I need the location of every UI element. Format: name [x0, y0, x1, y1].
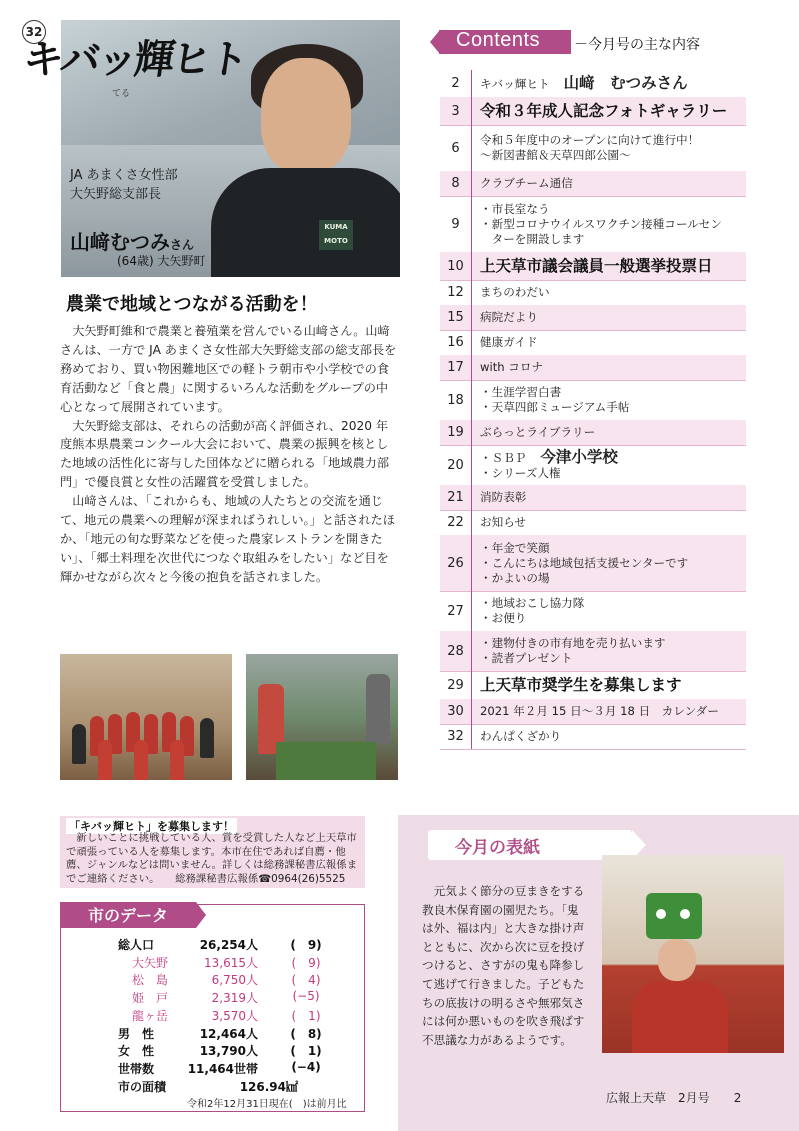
photo-person — [366, 674, 390, 744]
toc-line-text: ～新図書館＆天草四郎公園～ — [480, 148, 631, 162]
issue-month: 2月号 — [678, 1091, 710, 1105]
cover-description — [422, 882, 590, 1049]
toc-row — [440, 420, 746, 446]
data-label: 大矢野 — [132, 955, 169, 970]
cover-paragraph: 元気よく節分の豆まきをする教良木保育園の園児たち。「鬼は外、福は内」と大きな掛け声とともに、次から次に豆を投げつけると、さすがの鬼も降参して逃げて行きました。子どもたちの底抜けの明るさや無邪気さには何か悪いものを吹き飛ばす不思議な力があるようです。 — [422, 884, 585, 1047]
toc-row — [440, 724, 746, 750]
shirt-logo: KUMA MOTO — [319, 220, 353, 250]
contents-subtitle: －今月号の主な内容 — [574, 37, 700, 53]
toc-entry — [480, 70, 744, 97]
toc-line-text: ・建物付きの市有地を売り払います — [480, 636, 666, 650]
oni-mask — [646, 893, 702, 939]
toc-line — [480, 651, 744, 666]
photo-person — [134, 740, 148, 780]
photo-person — [170, 740, 184, 780]
toc-entry — [480, 196, 744, 252]
group-photo — [60, 654, 232, 780]
toc-row — [440, 445, 746, 486]
toc-entry — [480, 252, 744, 280]
recruit-line: 新しいことに挑戦している人、賞を受賞した人など上天草市 — [66, 832, 357, 844]
toc-row — [440, 196, 746, 253]
toc-entry — [480, 510, 744, 535]
toc-line — [480, 400, 744, 415]
data-change: (−5) — [292, 989, 320, 1004]
toc-line — [480, 675, 744, 694]
toc-line — [480, 385, 744, 400]
toc-line — [480, 490, 744, 505]
toc-page-number: 28 — [440, 631, 472, 671]
toc-row — [440, 510, 746, 536]
feature-organization — [70, 166, 178, 204]
data-change: (−4) — [291, 1059, 321, 1074]
toc-row — [440, 330, 746, 356]
data-value: 3,570人 — [211, 1008, 258, 1023]
toc-page-number: 19 — [440, 420, 472, 445]
toc-line-text: わんぱくざかり — [480, 729, 562, 743]
toc-line — [480, 217, 744, 232]
recruit-line: でご連絡ください。 総務課秘書広報係☎0964(26)5525 — [66, 872, 346, 885]
city-data-row — [118, 1007, 328, 1025]
toc-row — [440, 699, 746, 725]
data-change: ( 9) — [291, 955, 321, 970]
article-paragraph: 山﨑さんは、「これからも、地域の人たちとの交流を通じて、地元の農業への理解が深まればうれしい。」と話されたほか、「地元の旬な野菜などを使った農家レストランを開きたい」、「郷土料理を次世代につなぐ取組みをしたい」など目を輝かせながら次々と今後の抱負を話されました。 — [60, 494, 395, 584]
toc-row — [440, 97, 746, 126]
feature-name — [70, 226, 194, 255]
toc-line-text: お知らせ — [480, 515, 527, 529]
toc-entry — [480, 445, 744, 485]
toc-line — [480, 571, 744, 586]
honorific: さん — [170, 238, 195, 252]
toc-line — [480, 704, 744, 719]
toc-page-number: 32 — [440, 724, 472, 749]
toc-entry — [480, 380, 744, 420]
toc-line-text: ぶらっとライブラリー — [480, 425, 596, 439]
toc-line — [480, 729, 744, 744]
photo-body — [211, 168, 400, 277]
toc-row — [440, 355, 746, 381]
toc-line — [480, 636, 744, 651]
toc-page-number: 2 — [440, 70, 472, 97]
toc-entry — [480, 485, 744, 510]
data-change: ( 8) — [290, 1026, 322, 1041]
toc-row — [440, 485, 746, 511]
data-label: 男 性 — [118, 1026, 155, 1041]
toc-line — [480, 335, 744, 350]
org-line-2: 大矢野総支部長 — [70, 187, 162, 202]
city-data-note: 令和2年12月31日現在( )は前月比 — [187, 1099, 347, 1110]
toc-line — [480, 232, 744, 247]
data-label: 龍ヶ岳 — [132, 1008, 169, 1023]
feature-age-place: (64歳) 大矢野町 — [117, 254, 206, 268]
toc-line-text: ・ＳＢＰ — [480, 450, 527, 465]
toc-line-text: キバッ輝ヒト — [480, 76, 550, 91]
toc-line — [480, 310, 744, 325]
toc-highlight: 今津小学校 — [540, 447, 618, 466]
toc-line-text: ・市長室なう — [480, 201, 550, 216]
toc-line — [480, 425, 744, 440]
recruit-line: で頑張っている人を募集します。本市在住であれば自薦・他 — [66, 845, 346, 858]
cover-photo — [602, 855, 784, 1053]
toc-row — [440, 70, 746, 98]
toc-page-number: 30 — [440, 699, 472, 724]
toc-line — [480, 556, 744, 571]
data-change: ( 9) — [290, 938, 322, 952]
toc-line-text: ・お便り — [480, 611, 527, 625]
toc-line-text: ・地域おこし協力隊 — [480, 596, 585, 610]
article-paragraph: 大矢野町維和で農業と養殖業を営んでいる山﨑さん。山﨑さんは、一方で JA あまくさ女性部大矢野総支部の総支部長を務めており、買い物困難地区での軽トラ朝市や小学校での食育活動など「食と農」に関するいろんな活動をグループの中心となって展開されています。 — [60, 324, 397, 414]
toc-entry — [480, 535, 744, 591]
toc-page-number: 27 — [440, 591, 472, 631]
photo-person — [200, 718, 214, 758]
contents-title: Contents — [456, 29, 541, 51]
recruit-line: 薦、ジャンルなどは問いません。詳しくは総務課秘書広報係ま — [66, 859, 358, 871]
toc-entry — [480, 305, 744, 330]
logo-reading: てる — [112, 89, 131, 99]
data-value: 6,750人 — [211, 973, 258, 988]
toc-line-text: 健康ガイド — [480, 335, 538, 349]
child-body — [632, 981, 728, 1053]
toc-page-number: 22 — [440, 510, 472, 535]
city-data-row — [118, 1042, 328, 1060]
toc-entry — [480, 671, 744, 699]
toc-entry — [480, 171, 744, 196]
data-value: 26,254人 — [199, 938, 258, 952]
footer — [606, 1089, 741, 1106]
toc-entry — [480, 330, 744, 355]
city-data-row — [118, 936, 328, 954]
toc-page-number: 12 — [440, 280, 472, 305]
market-photo — [246, 654, 398, 780]
feature-article — [60, 322, 400, 587]
page-number-badge: 32 — [22, 20, 46, 44]
toc-row — [440, 591, 746, 632]
toc-highlight: 山﨑 むつみさん — [563, 73, 688, 92]
toc-row — [440, 305, 746, 331]
toc-line-text: 令和３年成人記念フォトギャラリー — [480, 101, 728, 120]
toc-line-text: まちのわだい — [480, 285, 550, 299]
city-data-row — [118, 1025, 328, 1043]
toc-row — [440, 171, 746, 197]
toc-entry — [480, 420, 744, 445]
toc-line-text: 消防表彰 — [480, 490, 527, 504]
toc-line-text: with コロナ — [480, 360, 544, 374]
org-line-1: JA あまくさ女性部 — [70, 168, 178, 183]
city-data-tab-arrow — [196, 902, 206, 928]
person-name: 山﨑むつみ — [70, 230, 170, 254]
toc-line-text: ・新型コロナウイルスワクチン接種コールセン — [480, 216, 722, 231]
toc-line-text: ・読者プレゼント — [480, 651, 573, 665]
toc-line — [480, 73, 744, 92]
toc-entry — [480, 97, 744, 125]
toc-line — [480, 176, 744, 191]
data-label: 女 性 — [118, 1044, 155, 1059]
toc-page-number: 3 — [440, 97, 472, 125]
toc-page-number: 20 — [440, 445, 472, 485]
toc-entry — [480, 591, 744, 631]
toc-row — [440, 125, 746, 172]
toc-line — [480, 133, 744, 148]
data-label: 姫 戸 — [132, 991, 169, 1006]
toc-page-number: 16 — [440, 330, 472, 355]
data-label: 市の面積 — [118, 1079, 167, 1094]
vegetable-crates — [276, 742, 376, 780]
mask-eye — [656, 909, 666, 919]
cover-title: 今月の表紙 — [455, 838, 540, 858]
toc-page-number: 17 — [440, 355, 472, 380]
toc-line-text: ターを開設します — [480, 231, 585, 246]
toc-page-number: 9 — [440, 196, 472, 252]
city-data-row — [118, 1060, 328, 1078]
data-label: 松 島 — [132, 973, 169, 988]
publication-name: 広報上天草 — [606, 1091, 667, 1105]
toc-entry — [480, 280, 744, 305]
toc-line-text: クラブチーム通信 — [480, 176, 573, 190]
city-data-row — [118, 971, 328, 989]
recruit-title: 「キバッ輝ヒト」を募集します！ — [66, 818, 237, 834]
toc-line — [480, 101, 744, 120]
toc-entry — [480, 355, 744, 380]
toc-line-text: 病院だより — [480, 310, 538, 324]
toc-row — [440, 280, 746, 306]
data-label: 総人口 — [118, 938, 155, 952]
toc-line — [480, 447, 744, 466]
data-change: ( 1) — [291, 1008, 321, 1023]
toc-line-text: 令和５年度中のオープンに向けて進行中！ — [480, 133, 700, 147]
toc-page-number: 8 — [440, 171, 472, 196]
data-label: 世帯数 — [118, 1061, 155, 1076]
footer-page-number: 2 — [733, 1091, 742, 1105]
toc-row — [440, 631, 746, 672]
city-data-title: 市のデータ — [88, 906, 169, 925]
toc-line — [480, 515, 744, 530]
data-value: 126.94㎢ — [239, 1079, 298, 1094]
toc-line-text: 上天草市奨学生を募集します — [480, 675, 682, 694]
toc-page-number: 18 — [440, 380, 472, 420]
toc-row — [440, 671, 746, 700]
data-change: ( 1) — [290, 1044, 322, 1059]
toc-line — [480, 202, 744, 217]
article-paragraph: 大矢野総支部は、それらの活動が高く評価され、2020 年度熊本県農業コンクール大会において、農業の振興を核とした地域の活性化に寄与した団体などに贈られる「地域農力部門」で優良賞と女性の活躍賞を受賞しました。 — [60, 418, 390, 490]
toc-page-number: 29 — [440, 671, 472, 699]
city-data-row — [118, 989, 328, 1007]
toc-line — [480, 541, 744, 556]
toc-line — [480, 611, 744, 626]
mask-eye — [680, 909, 690, 919]
toc-entry — [480, 699, 744, 724]
toc-line — [480, 256, 744, 275]
toc-line-text: ・かよいの場 — [480, 570, 550, 585]
toc-line — [480, 285, 744, 300]
kibatteru-hito-logo: キバッ輝ヒト — [20, 36, 249, 83]
toc-line — [480, 360, 744, 375]
toc-entry — [480, 631, 744, 671]
toc-row — [440, 252, 746, 281]
city-data-row — [118, 954, 328, 972]
toc-page-number: 21 — [440, 485, 472, 510]
recruit-body — [66, 832, 366, 886]
toc-row — [440, 380, 746, 421]
toc-line-text: ・こんにちは地域包括支援センターです — [480, 555, 689, 570]
data-value: 2,319人 — [211, 991, 258, 1006]
toc-page-number: 10 — [440, 252, 472, 280]
toc-row — [440, 535, 746, 592]
data-change: ( 4) — [291, 973, 321, 988]
photo-person — [72, 724, 86, 764]
feature-headline: 農業で地域とつながる活動を！ — [66, 294, 318, 315]
toc-line — [480, 148, 744, 163]
toc-line — [480, 596, 744, 611]
toc-page-number: 6 — [440, 125, 472, 171]
toc-line-text: ・シリーズ人権 — [480, 465, 561, 480]
data-value: 11,464世帯 — [187, 1061, 258, 1076]
toc-entry — [480, 724, 744, 749]
toc-page-number: 15 — [440, 305, 472, 330]
toc-line-text: ・年金で笑顔 — [480, 540, 550, 555]
photo-face — [261, 58, 351, 173]
child-face — [658, 939, 696, 981]
toc-page-number: 26 — [440, 535, 472, 591]
toc-line — [480, 466, 744, 481]
toc-entry — [480, 125, 744, 171]
toc-line-text: ・天草四郎ミュージアム手帖 — [480, 400, 630, 414]
toc-line-text: ・生涯学習白書 — [480, 385, 562, 399]
city-data-row — [118, 1078, 328, 1096]
toc-line-text: 2021 年２月 15 日～３月 18 日 カレンダー — [480, 704, 719, 718]
data-value: 12,464人 — [199, 1026, 258, 1041]
toc-line-text: 上天草市議会議員一般選挙投票日 — [480, 256, 713, 275]
data-value: 13,615人 — [204, 955, 258, 970]
data-value: 13,790人 — [199, 1044, 258, 1059]
photo-person — [98, 740, 112, 780]
